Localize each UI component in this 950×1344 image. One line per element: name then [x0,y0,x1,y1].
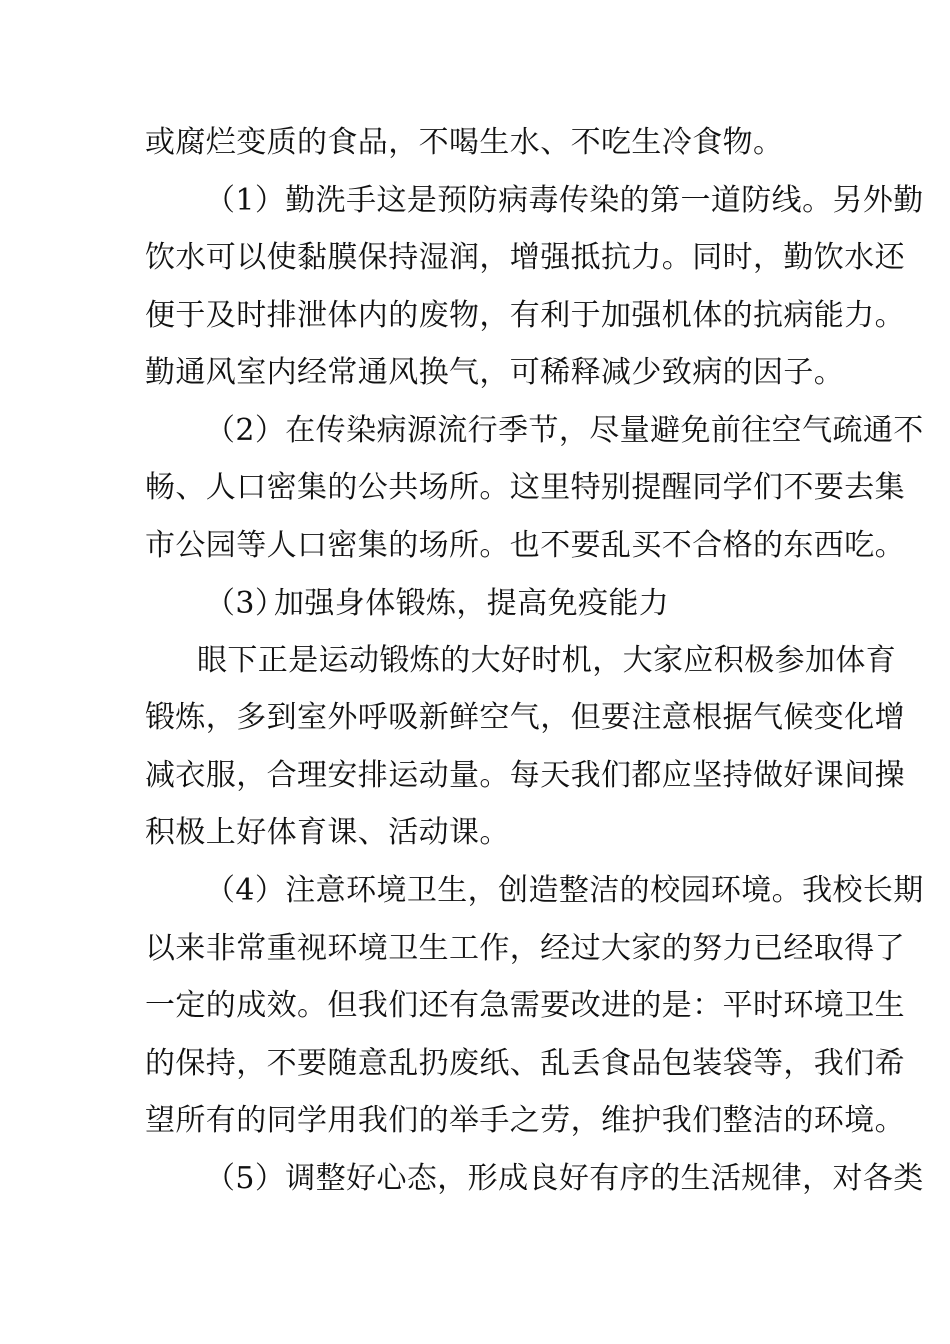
text-line-17: 的保持，不要随意乱扔废纸、乱丢食品包装袋等，我们希 [145,1046,905,1081]
text-line-16: 一定的成效。但我们还有急需要改进的是：平时环境卫生 [145,988,905,1023]
text-line-19: （5）调整好心态，形成良好有序的生活规律，对各类 [205,1161,924,1196]
text-line-6: （2）在传染病源流行季节，尽量避免前往空气疏通不 [205,413,924,448]
text-line-1: 或腐烂变质的食品，不喝生水、不吃生冷食物。 [145,125,784,160]
text-line-8: 市公园等人口密集的场所。也不要乱买不合格的东西吃。 [145,528,905,563]
text-line-4: 便于及时排泄体内的废物，有利于加强机体的抗病能力。 [145,298,905,333]
text-line-9b: 加强身体锻炼，提高免疫能力 [274,586,670,621]
text-line-14: （4）注意环境卫生，创造整洁的校园环境。我校长期 [205,873,924,908]
text-line-15: 以来非常重视环境卫生工作，经过大家的努力已经取得了 [145,931,905,966]
text-line-18: 望所有的同学用我们的举手之劳，维护我们整洁的环境。 [145,1103,905,1138]
text-line-12: 减衣服，合理安排运动量。每天我们都应坚持做好课间操 [145,758,905,793]
text-line-7: 畅、人口密集的公共场所。这里特别提醒同学们不要去集 [145,470,905,505]
text-line-5: 勤通风室内经常通风换气，可稀释减少致病的因子。 [145,355,845,390]
text-line-13: 积极上好体育课、活动课。 [145,815,510,850]
text-line-11: 锻炼，多到室外呼吸新鲜空气，但要注意根据气候变化增 [145,700,905,735]
text-line-9a: （3） [205,586,286,621]
text-line-10: 眼下正是运动锻炼的大好时机，大家应积极参加体育 [197,643,897,678]
text-line-3: 饮水可以使黏膜保持湿润，增强抵抗力。同时，勤饮水还 [145,240,905,275]
text-line-2: （1）勤洗手这是预防病毒传染的第一道防线。另外勤 [205,183,924,218]
